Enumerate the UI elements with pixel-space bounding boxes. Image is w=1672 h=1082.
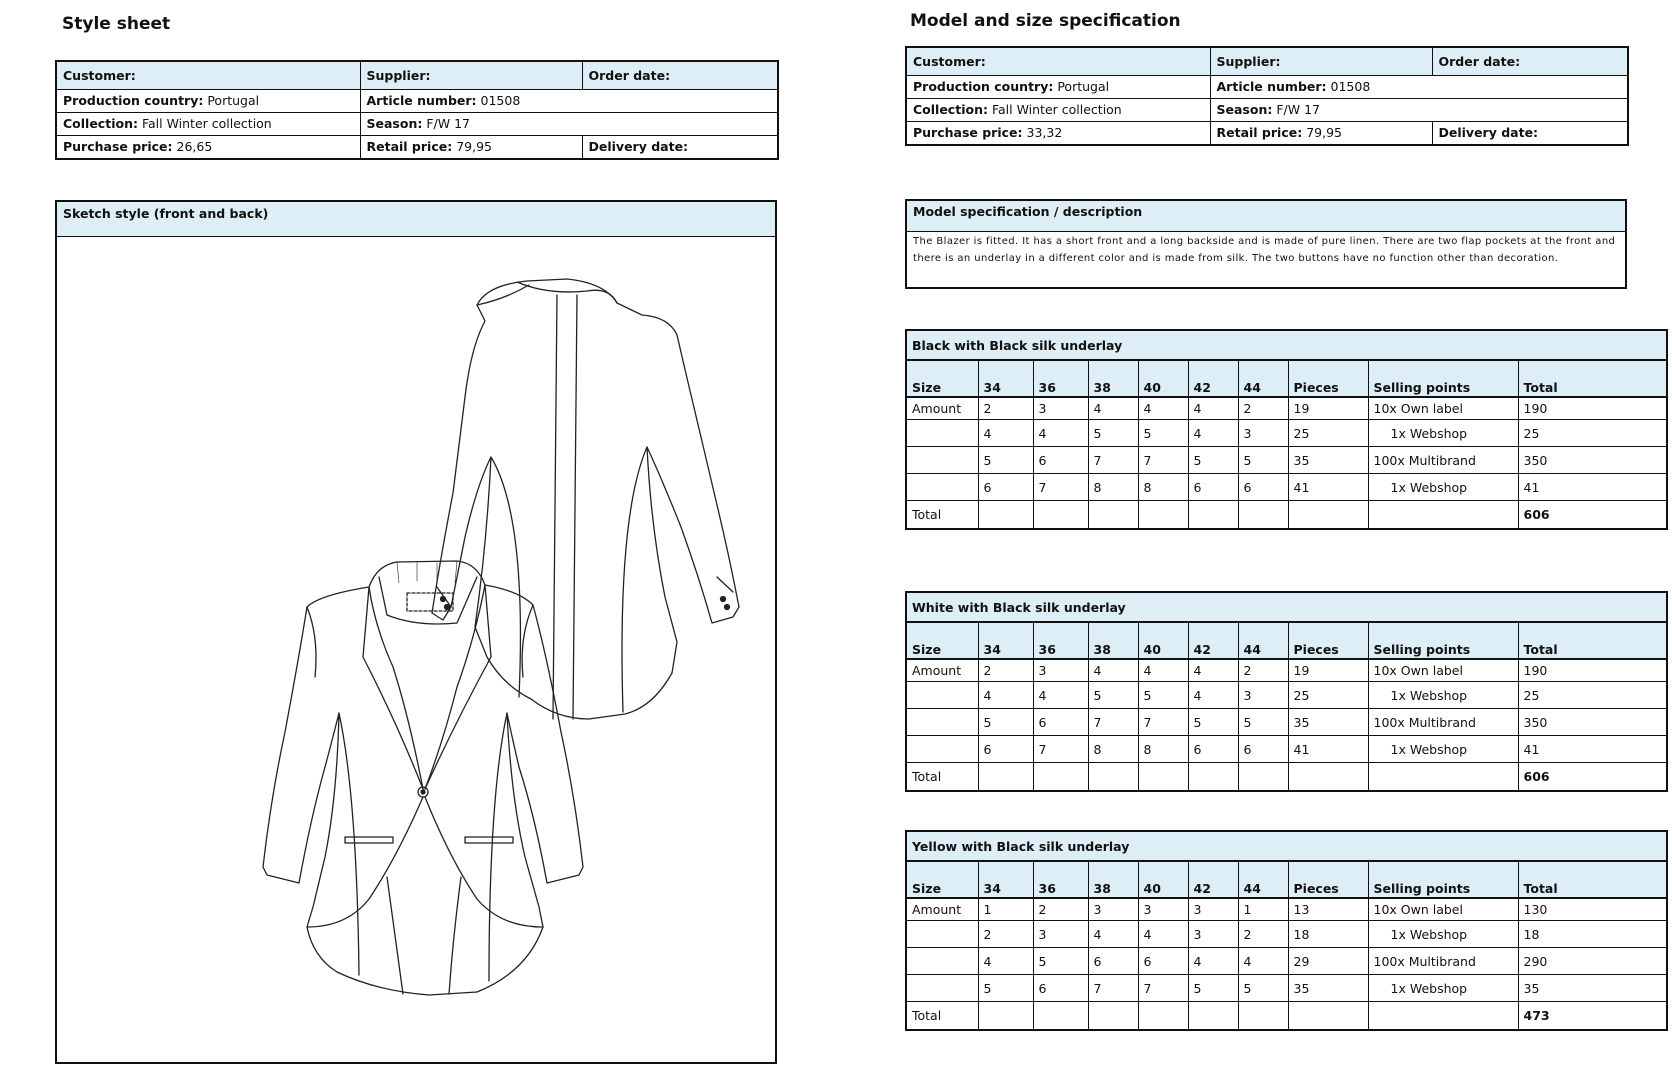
table-cell: 10x Own label (1368, 397, 1518, 420)
table-row (906, 898, 1667, 921)
table-cell: 1 (1238, 898, 1288, 921)
table-cell: 4 (1033, 682, 1088, 709)
table-cell: 41 (1518, 474, 1667, 501)
empty-cell (1033, 1002, 1088, 1031)
table-cell: 190 (1518, 659, 1667, 682)
table-cell: 3 (1138, 898, 1188, 921)
table-row (906, 975, 1667, 1002)
table-cell: 41 (1518, 736, 1667, 763)
column-header: Total (1518, 622, 1667, 659)
table-cell: 25 (1518, 682, 1667, 709)
season-cell: Season: F/W 17 (360, 112, 778, 135)
table-cell: Amount (906, 659, 978, 682)
retail-price-cell: Retail price: 79,95 (360, 135, 582, 159)
table-cell: 4 (1088, 659, 1138, 682)
size-table-white (905, 591, 1668, 792)
empty-cell (1138, 1002, 1188, 1031)
production-country-cell: Production country: Portugal (56, 89, 360, 112)
column-header: 36 (1033, 622, 1088, 659)
delivery-date-cell: Delivery date: (1432, 121, 1628, 145)
table-row (906, 682, 1667, 709)
table-cell (906, 948, 978, 975)
empty-cell (978, 763, 1033, 792)
table-cell: 35 (1288, 447, 1368, 474)
table-cell (906, 921, 978, 948)
table-cell: 3 (1088, 898, 1138, 921)
empty-cell (1088, 763, 1138, 792)
table-cell: 4 (1088, 397, 1138, 420)
description-box (905, 199, 1627, 289)
table-cell (906, 975, 978, 1002)
column-header: Size (906, 861, 978, 898)
supplier-label: Supplier: (1210, 47, 1432, 75)
column-header: 36 (1033, 861, 1088, 898)
table-cell: 1x Webshop (1368, 736, 1518, 763)
table-cell: 25 (1288, 682, 1368, 709)
table-cell: 41 (1288, 736, 1368, 763)
empty-cell (1368, 763, 1518, 792)
table-cell: 8 (1088, 736, 1138, 763)
description-text: The Blazer is fitted. It has a short front and a long backside and is made of pure linen. There are two flap pockets at the front and there is an underlay in a different color and is made from silk. The two buttons have no function other than decoration. (913, 236, 1616, 264)
table-cell: 7 (1088, 709, 1138, 736)
table-cell: 4 (978, 948, 1033, 975)
table-cell: 1 (978, 898, 1033, 921)
table-cell: 18 (1518, 921, 1667, 948)
table-cell: 6 (1238, 474, 1288, 501)
model-spec-info-table (905, 46, 1629, 146)
column-header: 38 (1088, 360, 1138, 397)
table-cell: 10x Own label (1368, 659, 1518, 682)
empty-cell (1368, 1002, 1518, 1031)
table-cell: 100x Multibrand (1368, 948, 1518, 975)
column-header: 34 (978, 622, 1033, 659)
table-cell: 350 (1518, 447, 1667, 474)
table-cell: 2 (1238, 659, 1288, 682)
table-cell: 3 (1033, 921, 1088, 948)
table-cell: 6 (1033, 447, 1088, 474)
table-cell: 4 (1088, 921, 1138, 948)
table-row (906, 736, 1667, 763)
table-cell: 5 (978, 709, 1033, 736)
table-cell: 3 (1188, 921, 1238, 948)
table-cell: 41 (1288, 474, 1368, 501)
total-value: 606 (1518, 501, 1667, 530)
table-row (906, 921, 1667, 948)
table-cell: 4 (1188, 682, 1238, 709)
empty-cell (1188, 1002, 1238, 1031)
table-cell: 1x Webshop (1368, 682, 1518, 709)
production-country-cell: Production country: Portugal (906, 75, 1210, 98)
table-cell: 4 (1188, 420, 1238, 447)
table-cell: 5 (1138, 420, 1188, 447)
table-cell: 2 (1238, 921, 1288, 948)
table-cell: 7 (1138, 975, 1188, 1002)
column-header: 42 (1188, 861, 1238, 898)
table-cell: 350 (1518, 709, 1667, 736)
table-cell: 5 (1088, 682, 1138, 709)
column-header: Pieces (1288, 360, 1368, 397)
table-cell: 5 (1238, 975, 1288, 1002)
table-cell: Amount (906, 898, 978, 921)
table-cell: 3 (1033, 659, 1088, 682)
empty-cell (1368, 501, 1518, 530)
table-cell (906, 682, 978, 709)
table-cell: 10x Own label (1368, 898, 1518, 921)
size-table-title: Yellow with Black silk underlay (906, 831, 1667, 861)
column-header: Total (1518, 861, 1667, 898)
table-cell: 35 (1288, 975, 1368, 1002)
empty-cell (1033, 763, 1088, 792)
table-cell: 6 (1088, 948, 1138, 975)
empty-cell (1138, 763, 1188, 792)
table-cell: 100x Multibrand (1368, 447, 1518, 474)
model-spec-title: Model and size specification (910, 11, 1181, 31)
collection-cell: Collection: Fall Winter collection (906, 98, 1210, 121)
size-table-title: Black with Black silk underlay (906, 330, 1667, 360)
table-cell: 6 (1238, 736, 1288, 763)
empty-cell (1088, 501, 1138, 530)
customer-label: Customer: (906, 47, 1210, 75)
table-cell (906, 420, 978, 447)
table-cell: 6 (1138, 948, 1188, 975)
column-header: 44 (1238, 360, 1288, 397)
table-cell: 4 (1188, 397, 1238, 420)
table-cell: 6 (978, 474, 1033, 501)
table-cell: 6 (1033, 709, 1088, 736)
empty-cell (1288, 1002, 1368, 1031)
table-cell: 7 (1088, 975, 1138, 1002)
total-value: 606 (1518, 763, 1667, 792)
column-header: 38 (1088, 861, 1138, 898)
table-cell: 1x Webshop (1368, 975, 1518, 1002)
style-sheet-title: Style sheet (62, 14, 171, 34)
table-cell: 19 (1288, 659, 1368, 682)
empty-cell (1288, 501, 1368, 530)
table-cell: 5 (1088, 420, 1138, 447)
table-cell: 19 (1288, 397, 1368, 420)
sketch-header: Sketch style (front and back) (57, 202, 775, 237)
table-cell: 100x Multibrand (1368, 709, 1518, 736)
table-cell: 2 (978, 921, 1033, 948)
order-date-label: Order date: (1432, 47, 1628, 75)
table-cell: 3 (1238, 420, 1288, 447)
column-header: 34 (978, 861, 1033, 898)
table-cell: 29 (1288, 948, 1368, 975)
empty-cell (978, 501, 1033, 530)
total-label: Total (906, 763, 978, 792)
table-cell: 7 (1088, 447, 1138, 474)
table-cell: 8 (1138, 736, 1188, 763)
order-date-label: Order date: (582, 61, 778, 89)
table-cell: 25 (1518, 420, 1667, 447)
empty-cell (1033, 501, 1088, 530)
empty-cell (1188, 501, 1238, 530)
column-header: Selling points (1368, 861, 1518, 898)
blazer-front-view (263, 561, 583, 995)
column-header: 40 (1138, 360, 1188, 397)
table-cell: 6 (1188, 474, 1238, 501)
table-cell: 2 (1238, 397, 1288, 420)
table-cell: 3 (1238, 682, 1288, 709)
total-row (906, 763, 1667, 792)
article-number-cell: Article number: 01508 (1210, 75, 1628, 98)
table-cell: 8 (1088, 474, 1138, 501)
table-cell: 6 (978, 736, 1033, 763)
total-row (906, 1002, 1667, 1031)
retail-price-cell: Retail price: 79,95 (1210, 121, 1432, 145)
empty-cell (1138, 501, 1188, 530)
table-row (906, 420, 1667, 447)
table-cell: Amount (906, 397, 978, 420)
column-header: 42 (1188, 622, 1238, 659)
table-cell: 1x Webshop (1368, 921, 1518, 948)
table-cell: 5 (1188, 709, 1238, 736)
empty-cell (1088, 1002, 1138, 1031)
table-row (906, 948, 1667, 975)
supplier-label: Supplier: (360, 61, 582, 89)
total-label: Total (906, 1002, 978, 1031)
column-header: 42 (1188, 360, 1238, 397)
table-cell (906, 474, 978, 501)
column-header: 38 (1088, 622, 1138, 659)
column-header: Size (906, 622, 978, 659)
table-row (906, 447, 1667, 474)
table-cell: 7 (1033, 736, 1088, 763)
table-row (906, 397, 1667, 420)
table-cell: 6 (1188, 736, 1238, 763)
table-cell: 2 (1033, 898, 1088, 921)
table-row (906, 659, 1667, 682)
empty-cell (1188, 763, 1238, 792)
purchase-price-cell: Purchase price: 26,65 (56, 135, 360, 159)
table-cell: 4 (978, 682, 1033, 709)
table-cell: 1x Webshop (1368, 474, 1518, 501)
table-cell: 35 (1288, 709, 1368, 736)
empty-cell (978, 1002, 1033, 1031)
season-cell: Season: F/W 17 (1210, 98, 1628, 121)
table-cell: 4 (1138, 397, 1188, 420)
sketch-box (55, 200, 777, 1064)
column-header: 40 (1138, 622, 1188, 659)
table-cell: 2 (978, 659, 1033, 682)
column-header: 44 (1238, 622, 1288, 659)
table-cell: 4 (1188, 659, 1238, 682)
table-cell (906, 736, 978, 763)
size-table-yellow (905, 830, 1668, 1031)
column-header: 44 (1238, 861, 1288, 898)
table-cell: 290 (1518, 948, 1667, 975)
empty-cell (1238, 501, 1288, 530)
total-row (906, 501, 1667, 530)
column-header: Selling points (1368, 622, 1518, 659)
customer-label: Customer: (56, 61, 360, 89)
table-cell: 5 (1238, 709, 1288, 736)
column-header: 34 (978, 360, 1033, 397)
table-cell: 4 (1033, 420, 1088, 447)
column-header: Selling points (1368, 360, 1518, 397)
empty-cell (1288, 763, 1368, 792)
table-cell: 5 (1188, 975, 1238, 1002)
table-row (906, 709, 1667, 736)
table-cell: 7 (1033, 474, 1088, 501)
size-table-black (905, 329, 1668, 530)
column-header: Pieces (1288, 861, 1368, 898)
table-cell: 4 (1238, 948, 1288, 975)
table-cell: 6 (1033, 975, 1088, 1002)
table-cell (906, 447, 978, 474)
table-cell: 3 (1033, 397, 1088, 420)
table-cell: 7 (1138, 709, 1188, 736)
table-cell: 5 (1238, 447, 1288, 474)
column-header: Pieces (1288, 622, 1368, 659)
blazer-back-view (432, 279, 739, 719)
table-cell: 2 (978, 397, 1033, 420)
purchase-price-cell: Purchase price: 33,32 (906, 121, 1210, 145)
column-header: Size (906, 360, 978, 397)
description-header: Model specification / description (907, 201, 1625, 232)
table-cell: 130 (1518, 898, 1667, 921)
style-sheet-info-table (55, 60, 779, 160)
table-cell: 4 (1138, 659, 1188, 682)
table-cell: 8 (1138, 474, 1188, 501)
table-cell: 5 (978, 447, 1033, 474)
column-header: 36 (1033, 360, 1088, 397)
empty-cell (1238, 763, 1288, 792)
table-cell: 190 (1518, 397, 1667, 420)
delivery-date-cell: Delivery date: (582, 135, 778, 159)
empty-cell (1238, 1002, 1288, 1031)
blazer-sketch (57, 237, 775, 1062)
table-cell: 3 (1188, 898, 1238, 921)
table-cell: 4 (978, 420, 1033, 447)
table-row (906, 474, 1667, 501)
table-cell (906, 709, 978, 736)
table-cell: 4 (1188, 948, 1238, 975)
table-cell: 25 (1288, 420, 1368, 447)
total-label: Total (906, 501, 978, 530)
table-cell: 35 (1518, 975, 1667, 1002)
total-value: 473 (1518, 1002, 1667, 1031)
collection-cell: Collection: Fall Winter collection (56, 112, 360, 135)
table-cell: 13 (1288, 898, 1368, 921)
column-header: 40 (1138, 861, 1188, 898)
size-table-title: White with Black silk underlay (906, 592, 1667, 622)
table-cell: 18 (1288, 921, 1368, 948)
column-header: Total (1518, 360, 1667, 397)
table-cell: 5 (1033, 948, 1088, 975)
table-cell: 7 (1138, 447, 1188, 474)
table-cell: 5 (978, 975, 1033, 1002)
table-cell: 5 (1188, 447, 1238, 474)
table-cell: 5 (1138, 682, 1188, 709)
article-number-cell: Article number: 01508 (360, 89, 778, 112)
table-cell: 1x Webshop (1368, 420, 1518, 447)
table-cell: 4 (1138, 921, 1188, 948)
